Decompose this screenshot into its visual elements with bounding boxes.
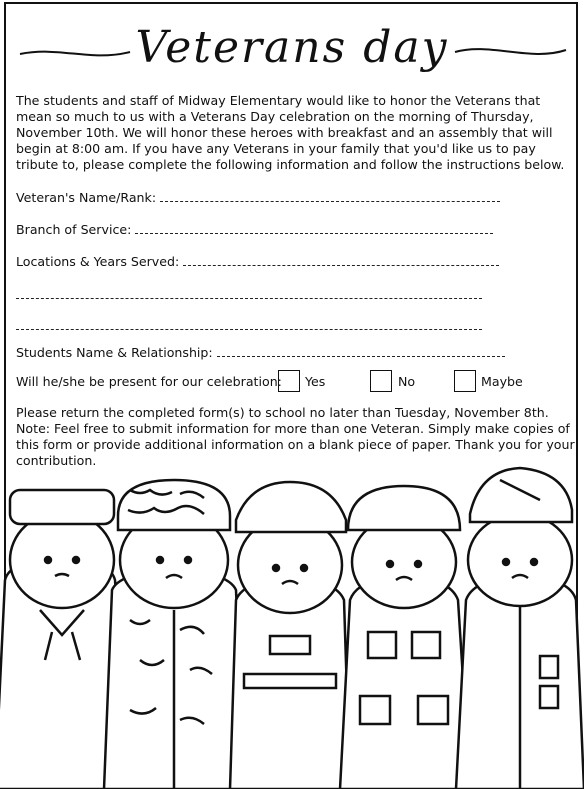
- locations-label: Locations & Years Served:: [16, 254, 180, 269]
- students-field[interactable]: [16, 344, 505, 360]
- attendance-question: [16, 370, 576, 394]
- option-maybe-label: Maybe: [481, 374, 523, 389]
- pilot-figure: [456, 468, 584, 789]
- branch-field[interactable]: [16, 221, 493, 237]
- veteran-name-field[interactable]: [16, 189, 500, 205]
- helmet-soldier-figure: [340, 486, 470, 789]
- cap-soldier-figure: [230, 482, 350, 789]
- branch-blank[interactable]: [135, 221, 493, 234]
- option-no-label: No: [398, 374, 416, 389]
- veteran-name-blank[interactable]: [160, 189, 500, 202]
- checkbox-maybe[interactable]: [454, 370, 476, 392]
- intro-paragraph: The students and staff of Midway Elementary would like to honor the Veterans that mean so much to us with a Veterans Day celebration on the morning of Thursday, November 10th. We will honor these heroes with breakfast and an assembly that will begin at 8:00 am. If you have any Veterans in your family that you'd like us to pay tribute to, please complete the following information and follow the instructions below.: [16, 93, 565, 172]
- locations-blank[interactable]: [183, 253, 499, 266]
- locations-line-3[interactable]: [16, 329, 482, 330]
- return-deadline: Please return the completed form(s) to school no later than Tuesday, November 8th.: [16, 405, 549, 420]
- students-blank[interactable]: [217, 344, 505, 357]
- branch-label: Branch of Service:: [16, 222, 132, 237]
- locations-line-2[interactable]: [16, 298, 482, 299]
- attendance-label: Will he/she be present for our celebration:: [16, 374, 282, 389]
- veteran-name-label: Veteran's Name/Rank:: [16, 190, 157, 205]
- option-yes-label: Yes: [305, 374, 326, 389]
- students-label: Students Name & Relationship:: [16, 345, 213, 360]
- checkbox-no[interactable]: [370, 370, 392, 392]
- checkbox-yes[interactable]: [278, 370, 300, 392]
- note-paragraph: Note: Feel free to submit information for more than one Veteran. Simply make copies of this form or provide additional information on a blank piece of paper. Thank you for your contribution.: [16, 421, 575, 468]
- title-banner: [0, 6, 584, 76]
- locations-field[interactable]: [16, 253, 499, 269]
- page-title: Veterans day: [135, 22, 449, 73]
- veterans-illustration: [0, 460, 584, 789]
- camo-soldier-figure: [104, 480, 244, 789]
